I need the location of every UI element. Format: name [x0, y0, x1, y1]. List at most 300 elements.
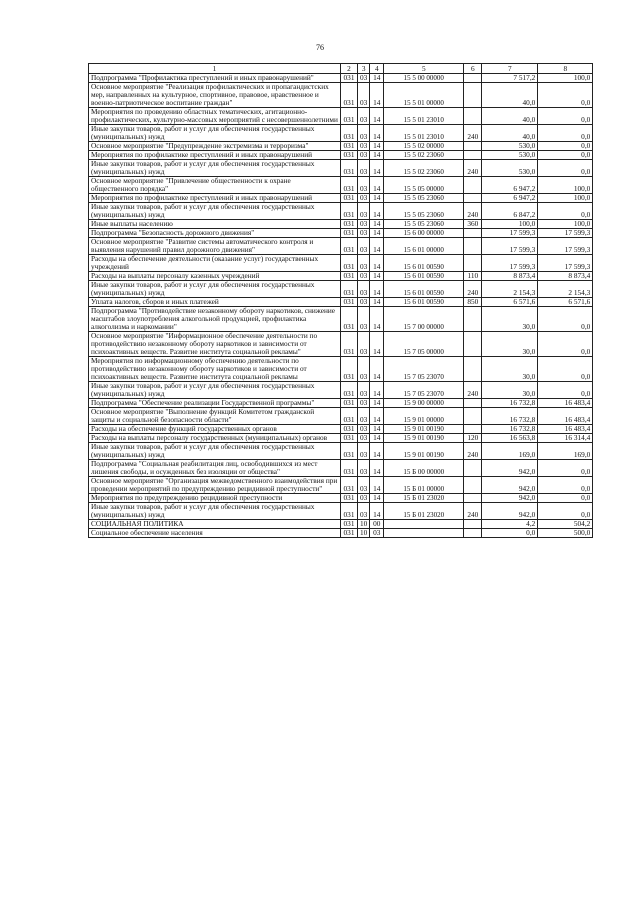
amount-year-2: 0,0	[538, 125, 593, 142]
amount-year-2: 0,0	[538, 307, 593, 332]
target-article-code: 15 Б 00 00000	[384, 460, 464, 477]
section-code: 03	[358, 298, 370, 307]
subsection-code: 14	[370, 281, 384, 298]
ministry-code: 031	[341, 177, 358, 194]
table-row	[89, 238, 593, 255]
section-code: 03	[358, 281, 370, 298]
expense-type-code	[464, 74, 482, 83]
ministry-code: 031	[341, 238, 358, 255]
subsection-code: 14	[370, 108, 384, 125]
row-name: Основное мероприятие "Выполнение функций Комитетом гражданской защиты и социальной безопасности области"	[89, 408, 341, 425]
amount-year-1: 17 599,3	[482, 229, 538, 238]
target-article-code: 15 5 01 23010	[384, 108, 464, 125]
amount-year-2: 6 571,6	[538, 298, 593, 307]
amount-year-1: 17 599,3	[482, 238, 538, 255]
table-row	[89, 357, 593, 382]
row-name: Иные выплаты населению	[89, 220, 341, 229]
amount-year-1: 30,0	[482, 332, 538, 357]
ministry-code: 031	[341, 83, 358, 108]
amount-year-2: 0,0	[538, 460, 593, 477]
expense-type-code	[464, 142, 482, 151]
ministry-code: 031	[341, 520, 358, 529]
row-name: Мероприятия по профилактике преступлений и иных правонарушений	[89, 194, 341, 203]
subsection-code: 14	[370, 229, 384, 238]
amount-year-2: 0,0	[538, 503, 593, 520]
target-article-code: 15 6 01 00590	[384, 272, 464, 281]
table-row	[89, 529, 593, 538]
subsection-code: 14	[370, 477, 384, 494]
ministry-code: 031	[341, 399, 358, 408]
expense-type-code	[464, 177, 482, 194]
amount-year-2: 0,0	[538, 477, 593, 494]
row-name: Подпрограмма "Безопасность дорожного движения"	[89, 229, 341, 238]
row-name: Расходы на выплаты персоналу государственных (муниципальных) органов	[89, 434, 341, 443]
amount-year-2: 0,0	[538, 160, 593, 177]
amount-year-2: 100,0	[538, 177, 593, 194]
section-code: 03	[358, 399, 370, 408]
table-header	[89, 64, 593, 74]
ministry-code: 031	[341, 272, 358, 281]
subsection-code: 14	[370, 443, 384, 460]
subsection-code: 14	[370, 382, 384, 399]
amount-year-1: 0,0	[482, 529, 538, 538]
row-name: Основное мероприятие "Информационное обеспечение деятельности по противодействию незаконному обороту наркотиков и зависимости от психоактивных веществ. Развитие института социальной рекламы"	[89, 332, 341, 357]
amount-year-2: 17 599,3	[538, 229, 593, 238]
row-name: СОЦИАЛЬНАЯ ПОЛИТИКА	[89, 520, 341, 529]
subsection-code: 14	[370, 220, 384, 229]
row-name: Расходы на обеспечение деятельности (оказание услуг) государственных учреждений	[89, 255, 341, 272]
amount-year-2: 0,0	[538, 382, 593, 399]
table-row	[89, 142, 593, 151]
section-code: 10	[358, 529, 370, 538]
amount-year-1: 4,2	[482, 520, 538, 529]
amount-year-1: 942,0	[482, 503, 538, 520]
ministry-code: 031	[341, 108, 358, 125]
table-row	[89, 125, 593, 142]
section-code: 03	[358, 357, 370, 382]
section-code: 03	[358, 307, 370, 332]
amount-year-1: 16 563,8	[482, 434, 538, 443]
subsection-code: 14	[370, 160, 384, 177]
table-row	[89, 298, 593, 307]
table-row	[89, 229, 593, 238]
section-code: 03	[358, 494, 370, 503]
ministry-code: 031	[341, 298, 358, 307]
amount-year-2: 0,0	[538, 142, 593, 151]
subsection-code: 14	[370, 142, 384, 151]
subsection-code: 14	[370, 255, 384, 272]
amount-year-2: 504,2	[538, 520, 593, 529]
table-row	[89, 503, 593, 520]
row-name: Расходы на обеспечение функций государственных органов	[89, 425, 341, 434]
section-code: 03	[358, 425, 370, 434]
expense-type-code	[464, 357, 482, 382]
amount-year-1: 17 599,3	[482, 255, 538, 272]
table-row	[89, 203, 593, 220]
row-name: Мероприятия по предупреждению рецидивной преступности	[89, 494, 341, 503]
amount-year-1: 530,0	[482, 160, 538, 177]
target-article-code: 15 7 05 23070	[384, 382, 464, 399]
expense-type-code	[464, 255, 482, 272]
section-code: 10	[358, 520, 370, 529]
section-code: 03	[358, 477, 370, 494]
subsection-code: 14	[370, 307, 384, 332]
table-row	[89, 520, 593, 529]
section-code: 03	[358, 382, 370, 399]
row-name: Иные закупки товаров, работ и услуг для обеспечения государственных (муниципальных) нужд	[89, 125, 341, 142]
amount-year-1: 6 847,2	[482, 203, 538, 220]
expense-type-code	[464, 238, 482, 255]
amount-year-2: 0,0	[538, 357, 593, 382]
section-code: 03	[358, 108, 370, 125]
amount-year-1: 30,0	[482, 307, 538, 332]
target-article-code: 15 5 05 23060	[384, 203, 464, 220]
target-article-code: 15 5 02 00000	[384, 142, 464, 151]
ministry-code: 031	[341, 194, 358, 203]
target-article-code: 15 5 05 23060	[384, 220, 464, 229]
amount-year-1: 2 154,3	[482, 281, 538, 298]
expense-type-code: 240	[464, 125, 482, 142]
target-article-code: 15 Б 01 23020	[384, 503, 464, 520]
row-name: Мероприятия по проведению областных тематических, агитационно-профилактических, культурно-массовых мероприятий с несовершеннолетними	[89, 108, 341, 125]
row-name: Иные закупки товаров, работ и услуг для обеспечения государственных (муниципальных) нужд	[89, 382, 341, 399]
expense-type-code	[464, 477, 482, 494]
section-code: 03	[358, 255, 370, 272]
amount-year-2: 16 483,4	[538, 425, 593, 434]
target-article-code: 15 Б 01 00000	[384, 477, 464, 494]
table-row	[89, 160, 593, 177]
target-article-code: 15 6 00 00000	[384, 229, 464, 238]
expense-type-code: 240	[464, 443, 482, 460]
amount-year-2: 17 599,3	[538, 238, 593, 255]
section-code: 03	[358, 408, 370, 425]
expense-type-code	[464, 332, 482, 357]
target-article-code: 15 5 01 23010	[384, 125, 464, 142]
amount-year-1: 16 732,8	[482, 408, 538, 425]
target-article-code: 15 7 00 00000	[384, 307, 464, 332]
amount-year-1: 942,0	[482, 477, 538, 494]
ministry-code: 031	[341, 332, 358, 357]
table-body	[89, 74, 593, 538]
amount-year-1: 7 517,2	[482, 74, 538, 83]
target-article-code: 15 7 05 23070	[384, 357, 464, 382]
page-number: 76	[316, 43, 324, 52]
table-row	[89, 151, 593, 160]
target-article-code: 15 9 01 00190	[384, 425, 464, 434]
row-name: Мероприятия по информационному обеспечению деятельности по противодействию незаконному обороту наркотиков и зависимости от психоактивных веществ. Развитие института социальной рекламы	[89, 357, 341, 382]
expense-type-code	[464, 460, 482, 477]
column-header-6: 6	[464, 64, 482, 74]
table-row	[89, 83, 593, 108]
column-header-5: 5	[384, 64, 464, 74]
target-article-code: 15 6 01 00590	[384, 255, 464, 272]
amount-year-1: 6 947,2	[482, 194, 538, 203]
table-row	[89, 74, 593, 83]
section-code: 03	[358, 160, 370, 177]
subsection-code: 14	[370, 408, 384, 425]
expense-type-code	[464, 529, 482, 538]
amount-year-2: 500,0	[538, 529, 593, 538]
section-code: 03	[358, 142, 370, 151]
table-row	[89, 108, 593, 125]
subsection-code: 14	[370, 83, 384, 108]
ministry-code: 031	[341, 503, 358, 520]
section-code: 03	[358, 272, 370, 281]
ministry-code: 031	[341, 160, 358, 177]
ministry-code: 031	[341, 408, 358, 425]
column-header-7: 7	[482, 64, 538, 74]
expense-type-code	[464, 408, 482, 425]
section-code: 03	[358, 220, 370, 229]
ministry-code: 031	[341, 443, 358, 460]
amount-year-2: 0,0	[538, 332, 593, 357]
amount-year-1: 530,0	[482, 151, 538, 160]
target-article-code: 15 7 05 00000	[384, 332, 464, 357]
amount-year-2: 16 483,4	[538, 399, 593, 408]
subsection-code: 03	[370, 529, 384, 538]
subsection-code: 14	[370, 494, 384, 503]
subsection-code: 14	[370, 177, 384, 194]
target-article-code	[384, 520, 464, 529]
ministry-code: 031	[341, 281, 358, 298]
subsection-code: 14	[370, 332, 384, 357]
expense-type-code	[464, 425, 482, 434]
amount-year-1: 6 571,6	[482, 298, 538, 307]
expense-type-code	[464, 494, 482, 503]
expense-type-code: 240	[464, 281, 482, 298]
row-name: Мероприятия по профилактике преступлений и иных правонарушений	[89, 151, 341, 160]
target-article-code: 15 5 00 00000	[384, 74, 464, 83]
section-code: 03	[358, 503, 370, 520]
amount-year-1: 40,0	[482, 83, 538, 108]
table-row	[89, 272, 593, 281]
table-row	[89, 434, 593, 443]
amount-year-1: 100,0	[482, 220, 538, 229]
expense-type-code: 850	[464, 298, 482, 307]
ministry-code: 031	[341, 229, 358, 238]
amount-year-1: 6 947,2	[482, 177, 538, 194]
row-name: Иные закупки товаров, работ и услуг для обеспечения государственных (муниципальных) нужд	[89, 160, 341, 177]
ministry-code: 031	[341, 203, 358, 220]
subsection-code: 14	[370, 203, 384, 220]
section-code: 03	[358, 229, 370, 238]
expense-type-code	[464, 194, 482, 203]
amount-year-2: 0,0	[538, 494, 593, 503]
section-code: 03	[358, 460, 370, 477]
amount-year-1: 169,0	[482, 443, 538, 460]
amount-year-2: 16 483,4	[538, 408, 593, 425]
ministry-code: 031	[341, 529, 358, 538]
table-row	[89, 177, 593, 194]
subsection-code: 14	[370, 298, 384, 307]
target-article-code: 15 6 01 00590	[384, 298, 464, 307]
expense-type-code: 120	[464, 434, 482, 443]
column-header-1: 1	[89, 64, 341, 74]
expense-type-code: 240	[464, 160, 482, 177]
row-name: Основное мероприятие "Привлечение общественности к охране общественного порядка"	[89, 177, 341, 194]
amount-year-1: 942,0	[482, 494, 538, 503]
expense-type-code	[464, 307, 482, 332]
amount-year-2: 0,0	[538, 108, 593, 125]
subsection-code: 14	[370, 399, 384, 408]
subsection-code: 14	[370, 125, 384, 142]
expense-type-code	[464, 520, 482, 529]
expense-type-code: 240	[464, 382, 482, 399]
row-name: Подпрограмма "Противодействие незаконному обороту наркотиков, снижение масштабов злоупотребления алкогольной продукцией, профилактика алкоголизма и наркомании"	[89, 307, 341, 332]
ministry-code: 031	[341, 460, 358, 477]
table-row	[89, 408, 593, 425]
row-name: Основное мероприятие "Организация межведомственного взаимодействия при проведении мероприятий по предупреждению рецидивной преступности"	[89, 477, 341, 494]
amount-year-1: 16 732,8	[482, 399, 538, 408]
column-header-3: 3	[358, 64, 370, 74]
table-row	[89, 443, 593, 460]
ministry-code: 031	[341, 357, 358, 382]
ministry-code: 031	[341, 142, 358, 151]
ministry-code: 031	[341, 220, 358, 229]
table-row	[89, 332, 593, 357]
amount-year-2: 0,0	[538, 83, 593, 108]
subsection-code: 14	[370, 503, 384, 520]
section-code: 03	[358, 443, 370, 460]
table-row	[89, 220, 593, 229]
amount-year-1: 40,0	[482, 125, 538, 142]
subsection-code: 14	[370, 425, 384, 434]
row-name: Подпрограмма "Обеспечение реализации Государственной программы"	[89, 399, 341, 408]
subsection-code: 00	[370, 520, 384, 529]
target-article-code: 15 9 01 00190	[384, 443, 464, 460]
ministry-code: 031	[341, 255, 358, 272]
subsection-code: 14	[370, 272, 384, 281]
amount-year-2: 17 599,3	[538, 255, 593, 272]
row-name: Иные закупки товаров, работ и услуг для обеспечения государственных (муниципальных) нужд	[89, 203, 341, 220]
target-article-code: 15 5 05 00000	[384, 177, 464, 194]
ministry-code: 031	[341, 494, 358, 503]
column-header-2: 2	[341, 64, 358, 74]
ministry-code: 031	[341, 307, 358, 332]
ministry-code: 031	[341, 434, 358, 443]
target-article-code: 15 5 02 23060	[384, 160, 464, 177]
row-name: Расходы на выплаты персоналу казенных учреждений	[89, 272, 341, 281]
amount-year-2: 100,0	[538, 74, 593, 83]
expense-type-code	[464, 151, 482, 160]
row-name: Иные закупки товаров, работ и услуг для обеспечения государственных (муниципальных) нужд	[89, 503, 341, 520]
row-name: Подпрограмма "Профилактика преступлений и иных правонарушений"	[89, 74, 341, 83]
table-row	[89, 460, 593, 477]
amount-year-2: 0,0	[538, 151, 593, 160]
target-article-code	[384, 529, 464, 538]
subsection-code: 14	[370, 434, 384, 443]
subsection-code: 14	[370, 151, 384, 160]
expense-type-code: 360	[464, 220, 482, 229]
ministry-code: 031	[341, 151, 358, 160]
column-header-8: 8	[538, 64, 593, 74]
header-row	[89, 64, 593, 74]
row-name: Уплата налогов, сборов и иных платежей	[89, 298, 341, 307]
row-name: Подпрограмма "Социальная реабилитация лиц, освободившихся из мест лишения свободы, и осужденных без изоляции от общества"	[89, 460, 341, 477]
table-row	[89, 307, 593, 332]
target-article-code: 15 5 05 23060	[384, 194, 464, 203]
table-row	[89, 194, 593, 203]
section-code: 03	[358, 83, 370, 108]
row-name: Иные закупки товаров, работ и услуг для обеспечения государственных (муниципальных) нужд	[89, 443, 341, 460]
section-code: 03	[358, 125, 370, 142]
table-row	[89, 382, 593, 399]
subsection-code: 14	[370, 194, 384, 203]
section-code: 03	[358, 194, 370, 203]
row-name: Основное мероприятие "Реализация профилактических и пропагандистских мер, направленных на культурное, спортивное, правовое, нравственное и военно-патриотическое воспитание граждан"	[89, 83, 341, 108]
subsection-code: 14	[370, 460, 384, 477]
ministry-code: 031	[341, 74, 358, 83]
expense-type-code: 110	[464, 272, 482, 281]
table-row	[89, 425, 593, 434]
target-article-code: 15 5 01 00000	[384, 83, 464, 108]
row-name: Социальное обеспечение населения	[89, 529, 341, 538]
amount-year-1: 530,0	[482, 142, 538, 151]
row-name: Основное мероприятие "Развитие системы автоматического контроля и выявления нарушений правил дорожного движения"	[89, 238, 341, 255]
table-row	[89, 494, 593, 503]
section-code: 03	[358, 177, 370, 194]
amount-year-1: 16 732,8	[482, 425, 538, 434]
target-article-code: 15 6 01 00000	[384, 238, 464, 255]
ministry-code: 031	[341, 382, 358, 399]
table-row	[89, 477, 593, 494]
target-article-code: 15 9 00 00000	[384, 399, 464, 408]
target-article-code: 15 9 01 00000	[384, 408, 464, 425]
budget-table	[88, 63, 593, 538]
target-article-code: 15 Б 01 23020	[384, 494, 464, 503]
ministry-code: 031	[341, 477, 358, 494]
row-name: Основное мероприятие "Предупреждение экстремизма и терроризма"	[89, 142, 341, 151]
amount-year-1: 30,0	[482, 382, 538, 399]
expense-type-code: 240	[464, 203, 482, 220]
expense-type-code	[464, 399, 482, 408]
target-article-code: 15 5 02 23060	[384, 151, 464, 160]
amount-year-1: 30,0	[482, 357, 538, 382]
table-row	[89, 255, 593, 272]
table-row	[89, 399, 593, 408]
section-code: 03	[358, 151, 370, 160]
section-code: 03	[358, 238, 370, 255]
ministry-code: 031	[341, 425, 358, 434]
section-code: 03	[358, 332, 370, 357]
expense-type-code: 240	[464, 503, 482, 520]
section-code: 03	[358, 434, 370, 443]
column-header-4: 4	[370, 64, 384, 74]
target-article-code: 15 6 01 00590	[384, 281, 464, 298]
expense-type-code	[464, 229, 482, 238]
amount-year-2: 16 314,4	[538, 434, 593, 443]
amount-year-1: 942,0	[482, 460, 538, 477]
section-code: 03	[358, 203, 370, 220]
section-code: 03	[358, 74, 370, 83]
amount-year-2: 169,0	[538, 443, 593, 460]
expense-type-code	[464, 108, 482, 125]
row-name: Иные закупки товаров, работ и услуг для обеспечения государственных (муниципальных) нужд	[89, 281, 341, 298]
amount-year-2: 2 154,3	[538, 281, 593, 298]
amount-year-2: 0,0	[538, 203, 593, 220]
subsection-code: 14	[370, 238, 384, 255]
expense-type-code	[464, 83, 482, 108]
amount-year-2: 8 873,4	[538, 272, 593, 281]
table-row	[89, 281, 593, 298]
amount-year-1: 40,0	[482, 108, 538, 125]
target-article-code: 15 9 01 00190	[384, 434, 464, 443]
amount-year-1: 8 873,4	[482, 272, 538, 281]
amount-year-2: 100,0	[538, 220, 593, 229]
subsection-code: 14	[370, 357, 384, 382]
amount-year-2: 100,0	[538, 194, 593, 203]
ministry-code: 031	[341, 125, 358, 142]
